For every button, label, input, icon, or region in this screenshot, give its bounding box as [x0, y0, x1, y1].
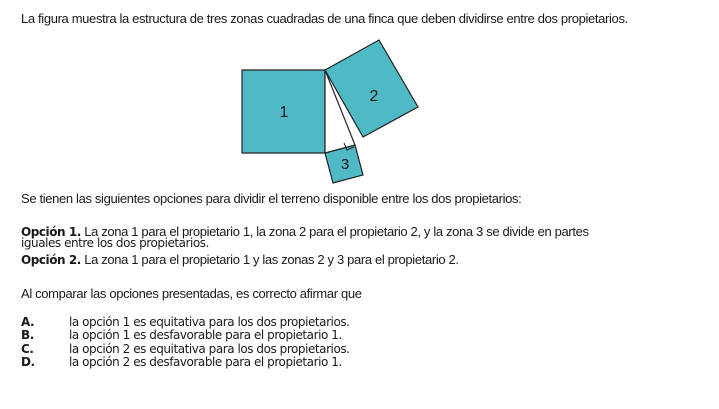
answer-d-letter: D.	[21, 355, 35, 369]
option-1-text: La zona 1 para el propietario 1, la zona 2 para el propietario 2, y la zona 3 se divide en partes	[84, 224, 589, 239]
intro-text: La figura muestra la estructura de tres zonas cuadradas de una finca que deben dividirse entre dos propietarios.	[21, 11, 628, 26]
answer-c[interactable]	[21, 342, 350, 356]
answer-a-letter: A.	[21, 315, 35, 329]
answer-a-text: la opción 1 es equitativa para los dos propietarios.	[69, 315, 350, 329]
option-2-label: Opción 2.	[21, 253, 81, 267]
question-text: Al comparar las opciones presentadas, es correcto afirmar que	[21, 286, 362, 301]
zone-2-label: 2	[369, 88, 379, 105]
answer-a[interactable]	[21, 315, 350, 329]
answer-c-letter: C.	[21, 342, 34, 356]
option-1-label: Opción 1.	[21, 225, 81, 239]
options-intro-text: Se tienen las siguientes opciones para dividir el terreno disponible entre los dos propietarios:	[21, 191, 522, 206]
answer-b-text: la opción 1 es desfavorable para el propietario 1.	[69, 328, 342, 342]
squares-figure	[230, 34, 440, 184]
zone-3-label: 3	[340, 156, 350, 173]
zone-1-label: 1	[279, 104, 289, 121]
answer-b-letter: B.	[21, 328, 34, 342]
answer-d[interactable]	[21, 355, 342, 369]
answer-d-text: la opción 2 es desfavorable para el propietario 1.	[69, 355, 342, 369]
answer-c-text: la opción 2 es equitativa para los dos propietarios.	[69, 342, 350, 356]
option-1-line-2: iguales entre los dos propietarios.	[21, 236, 209, 250]
option-2-line	[21, 252, 459, 267]
option-2-text: La zona 1 para el propietario 1 y las zonas 2 y 3 para el propietario 2.	[84, 252, 459, 267]
answer-b[interactable]	[21, 328, 342, 342]
